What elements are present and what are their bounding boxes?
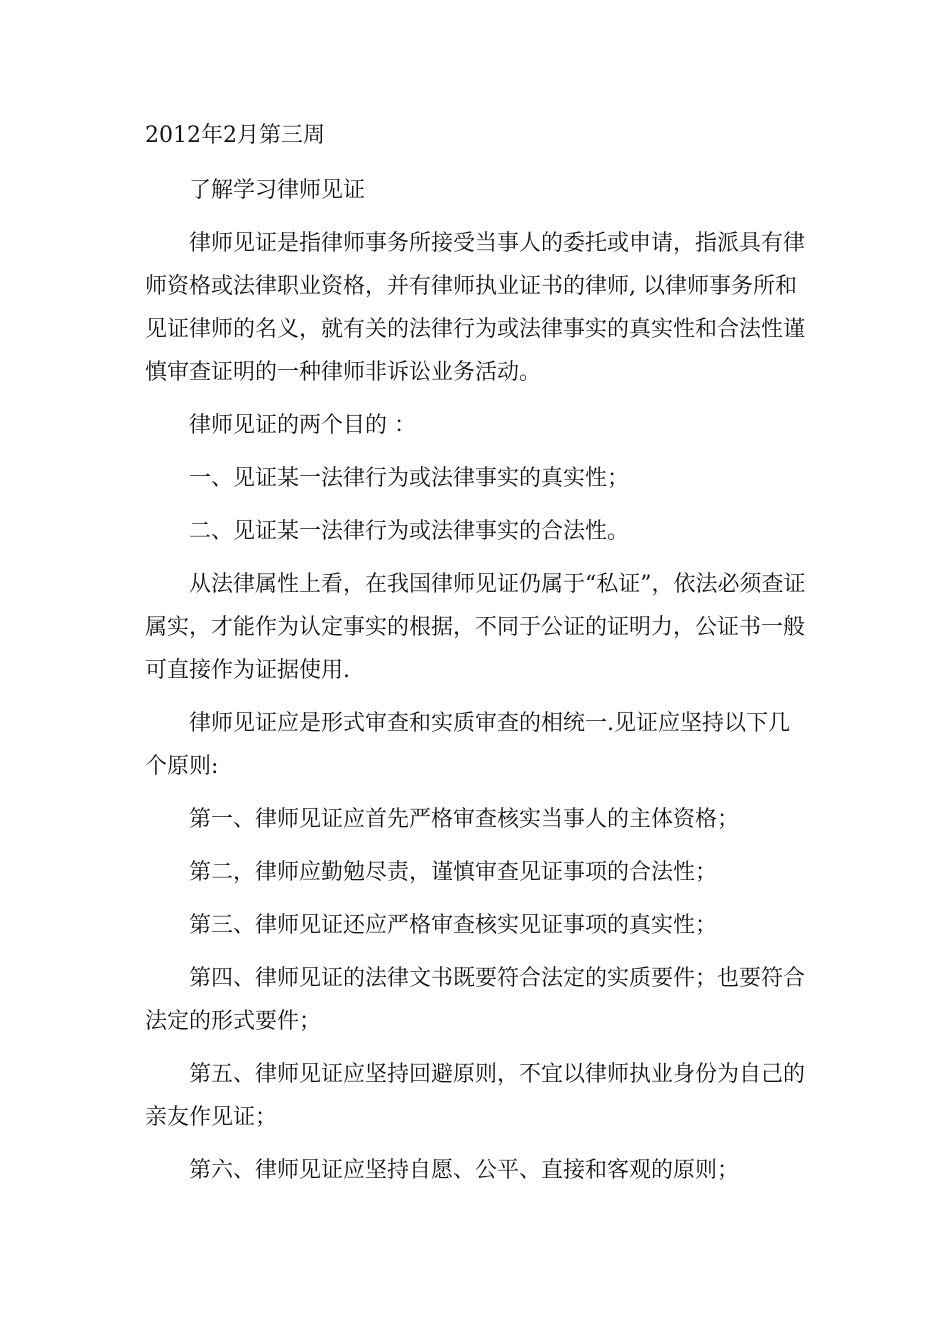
document-body (145, 114, 810, 1202)
paragraph-principle-5: 第五、律师见证应坚持回避原则，不宜以律师执业身份为自己的亲友作见证； (145, 1062, 806, 1130)
paragraph-purpose-1: 一、见证某一法律行为或法律事实的真实性； (189, 466, 630, 491)
paragraph-principle-6: 第六、律师见证应坚持自愿、公平、直接和客观的原则； (189, 1158, 740, 1183)
paragraph-principle-4: 第四、律师见证的法律文书既要符合法定的实质要件；也要符合法定的形式要件； (145, 966, 806, 1034)
document-date: 2012年2月第三周 (145, 123, 325, 148)
paragraph-legal-nature: 从法律属性上看，在我国律师见证仍属于“私证”，依法必须查证属实，才能作为认定事实的根据，不同于公证的证明力，公证书一般可直接作为证据使用. (145, 572, 806, 683)
paragraph-principle-1: 第一、律师见证应首先严格审查核实当事人的主体资格； (189, 807, 740, 832)
paragraph-principles-intro: 律师见证应是形式审查和实质审查的相统一.见证应坚持以下几个原则: (145, 711, 790, 779)
paragraph-purpose-2: 二、见证某一法律行为或法律事实的合法性。 (189, 519, 630, 544)
paragraph-purposes-heading: 律师见证的两个目的 ： (189, 413, 416, 438)
document-title: 了解学习律师见证 (189, 178, 366, 203)
paragraph-definition: 律师见证是指律师事务所接受当事人的委托或申请，指派具有律师资格或法律职业资格，并有律师执业证书的律师, 以律师事务所和见证律师的名义，就有关的法律行为或法律事实的真实性和合法性谨慎审查证明的一种律师非诉讼业务活动。 (145, 231, 806, 385)
paragraph-principle-2: 第二，律师应勤勉尽责，谨慎审查见证事项的合法性； (189, 860, 718, 885)
paragraph-principle-3: 第三、律师见证还应严格审查核实见证事项的真实性； (189, 913, 718, 938)
